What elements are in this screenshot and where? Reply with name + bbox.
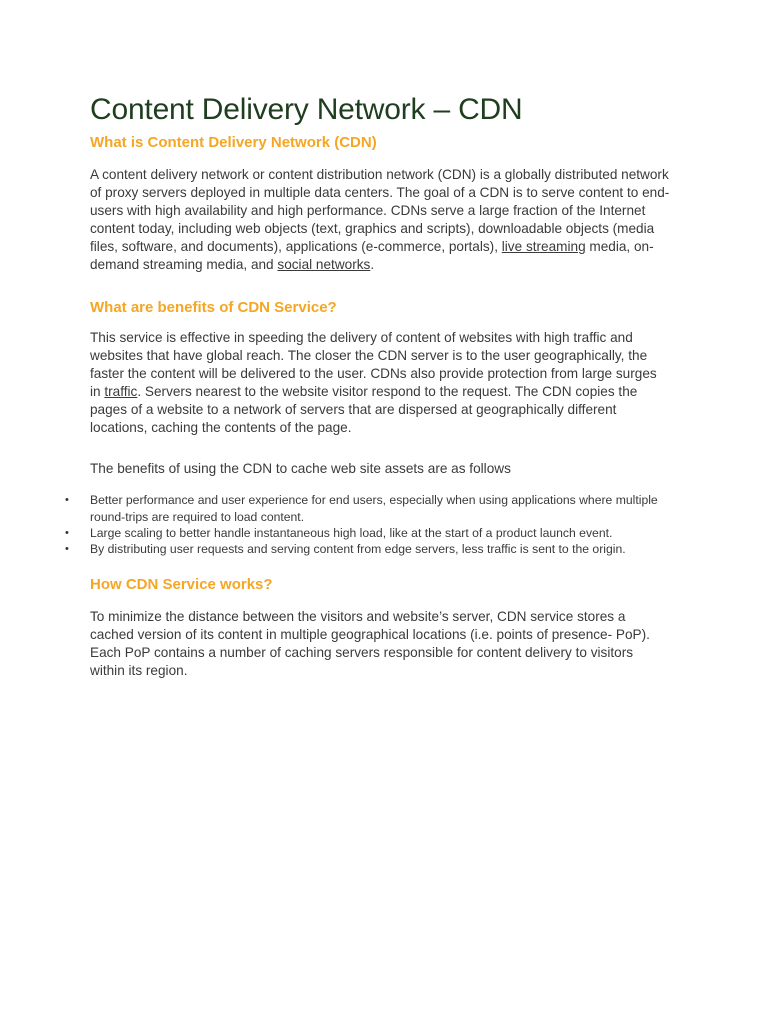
section-paragraph-benefits [90,329,670,438]
paragraph-text: . [370,257,375,273]
live-streaming-link[interactable]: live streaming [501,239,586,255]
list-item [65,525,665,541]
section-heading-what-is-cdn: What is Content Delivery Network (CDN) [90,134,377,151]
benefits-intro: The benefits of using the CDN to cache web site assets are as follows [90,461,511,477]
section-paragraph-how-cdn-works: To minimize the distance between the visitors and website’s server, CDN service stores a cached version of its content in multiple geographical locations (i.e. points of presence- PoP). Each PoP contains a number of caching servers responsible for content delivery to visitors within its region. [90,608,650,679]
bullet-icon: • [65,494,69,507]
section-heading-how-cdn-works: How CDN Service works? [90,575,273,593]
list-item-text: Better performance and user experience for end users, especially when using applications where multiple round-trips are required to load content. [90,493,658,524]
paragraph-text: . Servers nearest to the website visitor respond to the request. The CDN copies the pages of a website to a network of servers that are dispersed at geographically different locations, caching the contents of the page. [90,383,638,436]
bullet-icon: • [65,543,69,556]
bullet-icon: • [65,527,69,540]
list-item-text: By distributing user requests and serving content from edge servers, less traffic is sent to the origin. [90,542,626,557]
paragraph-text: This service is effective in speeding the delivery of content of websites with high traffic and websites that have global reach. The closer the CDN server is to the user geographically, the faster the content will be delivered to the user. CDNs also provide protection from large surges in [90,329,657,399]
section-paragraph-what-is-cdn [90,166,670,275]
list-item [65,492,665,525]
page-title: Content Delivery Network – CDN [90,93,523,126]
paragraph-text: A content delivery network or content distribution network (CDN) is a globally distributed network of proxy servers deployed in multiple data centers. The goal of a CDN is to serve content to end-users with high availability and high performance. CDNs serve a large fraction of the Internet content today, including web objects (text, graphics and scripts), downloadable objects (media files, software, and documents), applications (e-commerce, portals), [90,167,670,255]
document-page [65,92,670,680]
list-item-text: Large scaling to better handle instantaneous high load, like at the start of a product launch event. [90,526,613,541]
list-item [65,541,665,557]
social-networks-link[interactable]: social networks [277,257,371,273]
traffic-link[interactable]: traffic [104,383,138,399]
section-heading-benefits: What are benefits of CDN Service? [90,298,337,316]
benefits-list [65,492,665,558]
paragraph-text: media, on-demand streaming media, and [90,239,654,273]
